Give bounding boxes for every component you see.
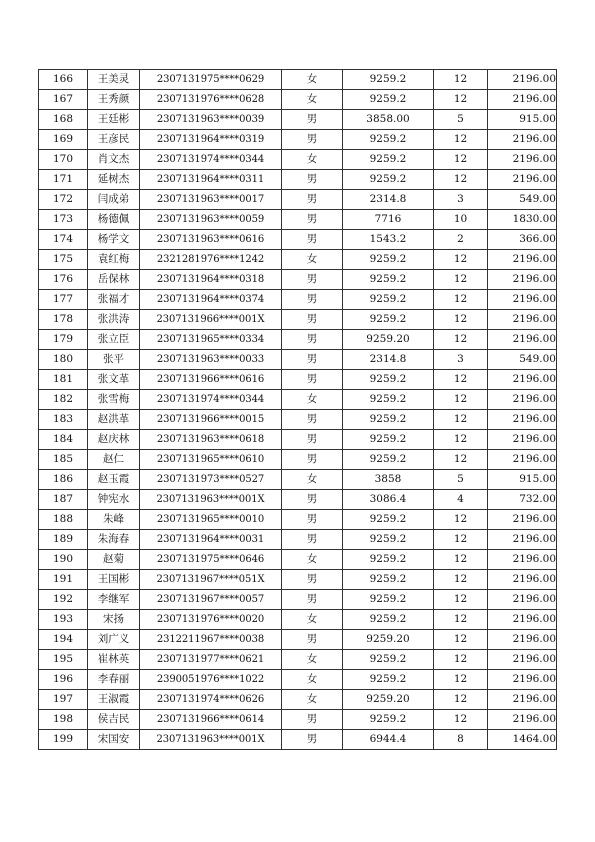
amount-cell: 2314.8 bbox=[343, 190, 434, 210]
amount-cell: 9259.2 bbox=[343, 590, 434, 610]
gender-cell: 男 bbox=[282, 590, 343, 610]
total-amount-cell: 2196.00 bbox=[488, 310, 557, 330]
row-number-cell: 172 bbox=[39, 190, 88, 210]
months-cell: 12 bbox=[434, 630, 488, 650]
row-number-cell: 166 bbox=[39, 70, 88, 90]
person-name-cell: 王淑霞 bbox=[88, 690, 140, 710]
id-number-cell: 2307131963****0017 bbox=[140, 190, 282, 210]
months-cell: 5 bbox=[434, 470, 488, 490]
gender-cell: 女 bbox=[282, 650, 343, 670]
person-name-cell: 王彦民 bbox=[88, 130, 140, 150]
id-number-cell: 2307131965****0010 bbox=[140, 510, 282, 530]
amount-cell: 9259.20 bbox=[343, 630, 434, 650]
id-number-cell: 2307131966****0015 bbox=[140, 410, 282, 430]
id-number-cell: 2307131974****0344 bbox=[140, 390, 282, 410]
amount-cell: 2314.8 bbox=[343, 350, 434, 370]
row-number-cell: 185 bbox=[39, 450, 88, 470]
row-number-cell: 167 bbox=[39, 90, 88, 110]
total-amount-cell: 2196.00 bbox=[488, 170, 557, 190]
id-number-cell: 2307131965****0610 bbox=[140, 450, 282, 470]
table-row bbox=[39, 110, 557, 130]
table-row bbox=[39, 510, 557, 530]
months-cell: 2 bbox=[434, 230, 488, 250]
person-name-cell: 张文革 bbox=[88, 370, 140, 390]
amount-cell: 9259.2 bbox=[343, 310, 434, 330]
id-number-cell: 2307131964****0318 bbox=[140, 270, 282, 290]
months-cell: 12 bbox=[434, 170, 488, 190]
table-row bbox=[39, 250, 557, 270]
person-name-cell: 王廷彬 bbox=[88, 110, 140, 130]
gender-cell: 女 bbox=[282, 90, 343, 110]
months-cell: 3 bbox=[434, 350, 488, 370]
amount-cell: 3858 bbox=[343, 470, 434, 490]
id-number-cell: 2307131973****0527 bbox=[140, 470, 282, 490]
total-amount-cell: 2196.00 bbox=[488, 130, 557, 150]
row-number-cell: 174 bbox=[39, 230, 88, 250]
gender-cell: 男 bbox=[282, 510, 343, 530]
amount-cell: 9259.2 bbox=[343, 450, 434, 470]
amount-cell: 9259.2 bbox=[343, 150, 434, 170]
table-row bbox=[39, 570, 557, 590]
person-name-cell: 刘广义 bbox=[88, 630, 140, 650]
amount-cell: 9259.2 bbox=[343, 710, 434, 730]
amount-cell: 9259.2 bbox=[343, 570, 434, 590]
months-cell: 12 bbox=[434, 610, 488, 630]
records-table bbox=[38, 69, 557, 750]
table-row bbox=[39, 550, 557, 570]
total-amount-cell: 2196.00 bbox=[488, 150, 557, 170]
person-name-cell: 赵玉霞 bbox=[88, 470, 140, 490]
person-name-cell: 李春丽 bbox=[88, 670, 140, 690]
row-number-cell: 177 bbox=[39, 290, 88, 310]
id-number-cell: 2307131963****0059 bbox=[140, 210, 282, 230]
person-name-cell: 王秀颜 bbox=[88, 90, 140, 110]
amount-cell: 9259.2 bbox=[343, 370, 434, 390]
person-name-cell: 崔林英 bbox=[88, 650, 140, 670]
id-number-cell: 2307131963****001X bbox=[140, 490, 282, 510]
amount-cell: 1543.2 bbox=[343, 230, 434, 250]
amount-cell: 7716 bbox=[343, 210, 434, 230]
amount-cell: 9259.2 bbox=[343, 430, 434, 450]
id-number-cell: 2307131964****0319 bbox=[140, 130, 282, 150]
total-amount-cell: 2196.00 bbox=[488, 610, 557, 630]
months-cell: 12 bbox=[434, 150, 488, 170]
table-row bbox=[39, 430, 557, 450]
months-cell: 12 bbox=[434, 90, 488, 110]
row-number-cell: 197 bbox=[39, 690, 88, 710]
total-amount-cell: 2196.00 bbox=[488, 390, 557, 410]
total-amount-cell: 915.00 bbox=[488, 470, 557, 490]
gender-cell: 男 bbox=[282, 410, 343, 430]
row-number-cell: 175 bbox=[39, 250, 88, 270]
id-number-cell: 2312211967****0038 bbox=[140, 630, 282, 650]
table-row bbox=[39, 290, 557, 310]
amount-cell: 9259.20 bbox=[343, 330, 434, 350]
total-amount-cell: 2196.00 bbox=[488, 70, 557, 90]
table-row bbox=[39, 730, 557, 750]
months-cell: 12 bbox=[434, 390, 488, 410]
row-number-cell: 195 bbox=[39, 650, 88, 670]
total-amount-cell: 1464.00 bbox=[488, 730, 557, 750]
gender-cell: 女 bbox=[282, 670, 343, 690]
months-cell: 12 bbox=[434, 330, 488, 350]
gender-cell: 女 bbox=[282, 690, 343, 710]
gender-cell: 男 bbox=[282, 430, 343, 450]
table-row bbox=[39, 70, 557, 90]
months-cell: 12 bbox=[434, 430, 488, 450]
row-number-cell: 187 bbox=[39, 490, 88, 510]
gender-cell: 男 bbox=[282, 530, 343, 550]
row-number-cell: 193 bbox=[39, 610, 88, 630]
table-row bbox=[39, 90, 557, 110]
id-number-cell: 2307131963****001X bbox=[140, 730, 282, 750]
row-number-cell: 186 bbox=[39, 470, 88, 490]
gender-cell: 男 bbox=[282, 270, 343, 290]
row-number-cell: 199 bbox=[39, 730, 88, 750]
months-cell: 8 bbox=[434, 730, 488, 750]
total-amount-cell: 2196.00 bbox=[488, 510, 557, 530]
total-amount-cell: 2196.00 bbox=[488, 630, 557, 650]
person-name-cell: 侯吉民 bbox=[88, 710, 140, 730]
table-row bbox=[39, 530, 557, 550]
gender-cell: 男 bbox=[282, 170, 343, 190]
months-cell: 10 bbox=[434, 210, 488, 230]
row-number-cell: 194 bbox=[39, 630, 88, 650]
gender-cell: 男 bbox=[282, 130, 343, 150]
months-cell: 4 bbox=[434, 490, 488, 510]
table-row bbox=[39, 710, 557, 730]
row-number-cell: 180 bbox=[39, 350, 88, 370]
amount-cell: 9259.2 bbox=[343, 650, 434, 670]
table-row bbox=[39, 310, 557, 330]
person-name-cell: 杨学文 bbox=[88, 230, 140, 250]
person-name-cell: 宋国安 bbox=[88, 730, 140, 750]
person-name-cell: 王美灵 bbox=[88, 70, 140, 90]
row-number-cell: 184 bbox=[39, 430, 88, 450]
id-number-cell: 2307131963****0039 bbox=[140, 110, 282, 130]
row-number-cell: 173 bbox=[39, 210, 88, 230]
months-cell: 12 bbox=[434, 270, 488, 290]
row-number-cell: 190 bbox=[39, 550, 88, 570]
total-amount-cell: 1830.00 bbox=[488, 210, 557, 230]
gender-cell: 男 bbox=[282, 630, 343, 650]
total-amount-cell: 2196.00 bbox=[488, 590, 557, 610]
gender-cell: 男 bbox=[282, 290, 343, 310]
person-name-cell: 朱峰 bbox=[88, 510, 140, 530]
person-name-cell: 延树杰 bbox=[88, 170, 140, 190]
person-name-cell: 李继军 bbox=[88, 590, 140, 610]
months-cell: 12 bbox=[434, 310, 488, 330]
months-cell: 12 bbox=[434, 590, 488, 610]
amount-cell: 6944.4 bbox=[343, 730, 434, 750]
table-row bbox=[39, 410, 557, 430]
person-name-cell: 袁红梅 bbox=[88, 250, 140, 270]
table-row bbox=[39, 130, 557, 150]
table-row bbox=[39, 590, 557, 610]
total-amount-cell: 2196.00 bbox=[488, 330, 557, 350]
amount-cell: 9259.2 bbox=[343, 270, 434, 290]
gender-cell: 男 bbox=[282, 330, 343, 350]
person-name-cell: 肖文杰 bbox=[88, 150, 140, 170]
row-number-cell: 171 bbox=[39, 170, 88, 190]
person-name-cell: 张洪涛 bbox=[88, 310, 140, 330]
amount-cell: 9259.2 bbox=[343, 130, 434, 150]
id-number-cell: 2307131975****0629 bbox=[140, 70, 282, 90]
id-number-cell: 2307131967****0057 bbox=[140, 590, 282, 610]
person-name-cell: 赵庆林 bbox=[88, 430, 140, 450]
table-row bbox=[39, 450, 557, 470]
table-row bbox=[39, 270, 557, 290]
amount-cell: 9259.2 bbox=[343, 390, 434, 410]
row-number-cell: 198 bbox=[39, 710, 88, 730]
total-amount-cell: 2196.00 bbox=[488, 690, 557, 710]
gender-cell: 男 bbox=[282, 570, 343, 590]
months-cell: 12 bbox=[434, 290, 488, 310]
months-cell: 3 bbox=[434, 190, 488, 210]
total-amount-cell: 2196.00 bbox=[488, 530, 557, 550]
amount-cell: 9259.2 bbox=[343, 250, 434, 270]
total-amount-cell: 2196.00 bbox=[488, 710, 557, 730]
id-number-cell: 2307131966****0614 bbox=[140, 710, 282, 730]
row-number-cell: 189 bbox=[39, 530, 88, 550]
table-row bbox=[39, 390, 557, 410]
table-row bbox=[39, 190, 557, 210]
row-number-cell: 181 bbox=[39, 370, 88, 390]
table-row bbox=[39, 470, 557, 490]
total-amount-cell: 549.00 bbox=[488, 350, 557, 370]
id-number-cell: 2307131964****0374 bbox=[140, 290, 282, 310]
person-name-cell: 张福才 bbox=[88, 290, 140, 310]
person-name-cell: 赵洪革 bbox=[88, 410, 140, 430]
row-number-cell: 196 bbox=[39, 670, 88, 690]
amount-cell: 9259.2 bbox=[343, 170, 434, 190]
total-amount-cell: 2196.00 bbox=[488, 430, 557, 450]
id-number-cell: 2307131977****0621 bbox=[140, 650, 282, 670]
months-cell: 12 bbox=[434, 550, 488, 570]
gender-cell: 女 bbox=[282, 550, 343, 570]
gender-cell: 男 bbox=[282, 710, 343, 730]
person-name-cell: 朱海春 bbox=[88, 530, 140, 550]
months-cell: 12 bbox=[434, 510, 488, 530]
row-number-cell: 178 bbox=[39, 310, 88, 330]
table-row bbox=[39, 230, 557, 250]
gender-cell: 男 bbox=[282, 190, 343, 210]
row-number-cell: 192 bbox=[39, 590, 88, 610]
table-row bbox=[39, 670, 557, 690]
person-name-cell: 钟宪水 bbox=[88, 490, 140, 510]
table-body bbox=[39, 70, 557, 750]
months-cell: 12 bbox=[434, 690, 488, 710]
table-row bbox=[39, 170, 557, 190]
id-number-cell: 2307131963****0033 bbox=[140, 350, 282, 370]
amount-cell: 9259.2 bbox=[343, 530, 434, 550]
total-amount-cell: 2196.00 bbox=[488, 290, 557, 310]
id-number-cell: 2307131965****0334 bbox=[140, 330, 282, 350]
gender-cell: 女 bbox=[282, 610, 343, 630]
gender-cell: 男 bbox=[282, 370, 343, 390]
gender-cell: 男 bbox=[282, 230, 343, 250]
row-number-cell: 170 bbox=[39, 150, 88, 170]
months-cell: 12 bbox=[434, 130, 488, 150]
total-amount-cell: 2196.00 bbox=[488, 90, 557, 110]
amount-cell: 3086.4 bbox=[343, 490, 434, 510]
gender-cell: 女 bbox=[282, 70, 343, 90]
person-name-cell: 杨德佩 bbox=[88, 210, 140, 230]
person-name-cell: 赵菊 bbox=[88, 550, 140, 570]
months-cell: 12 bbox=[434, 450, 488, 470]
amount-cell: 9259.2 bbox=[343, 550, 434, 570]
id-number-cell: 2307131976****0628 bbox=[140, 90, 282, 110]
row-number-cell: 176 bbox=[39, 270, 88, 290]
table-row bbox=[39, 350, 557, 370]
id-number-cell: 2390051976****1022 bbox=[140, 670, 282, 690]
total-amount-cell: 366.00 bbox=[488, 230, 557, 250]
amount-cell: 9259.2 bbox=[343, 70, 434, 90]
person-name-cell: 赵仁 bbox=[88, 450, 140, 470]
months-cell: 12 bbox=[434, 570, 488, 590]
table-row bbox=[39, 370, 557, 390]
gender-cell: 男 bbox=[282, 310, 343, 330]
amount-cell: 9259.2 bbox=[343, 670, 434, 690]
total-amount-cell: 549.00 bbox=[488, 190, 557, 210]
total-amount-cell: 2196.00 bbox=[488, 370, 557, 390]
total-amount-cell: 2196.00 bbox=[488, 270, 557, 290]
row-number-cell: 182 bbox=[39, 390, 88, 410]
total-amount-cell: 2196.00 bbox=[488, 450, 557, 470]
total-amount-cell: 915.00 bbox=[488, 110, 557, 130]
gender-cell: 男 bbox=[282, 450, 343, 470]
row-number-cell: 191 bbox=[39, 570, 88, 590]
id-number-cell: 2307131964****0311 bbox=[140, 170, 282, 190]
table-row bbox=[39, 150, 557, 170]
months-cell: 12 bbox=[434, 70, 488, 90]
id-number-cell: 2307131963****0618 bbox=[140, 430, 282, 450]
total-amount-cell: 2196.00 bbox=[488, 570, 557, 590]
table-row bbox=[39, 610, 557, 630]
person-name-cell: 闫成弟 bbox=[88, 190, 140, 210]
table-row bbox=[39, 630, 557, 650]
person-name-cell: 张立臣 bbox=[88, 330, 140, 350]
person-name-cell: 宋扬 bbox=[88, 610, 140, 630]
amount-cell: 9259.2 bbox=[343, 610, 434, 630]
amount-cell: 9259.2 bbox=[343, 90, 434, 110]
table-row bbox=[39, 650, 557, 670]
months-cell: 12 bbox=[434, 530, 488, 550]
table-row bbox=[39, 330, 557, 350]
id-number-cell: 2307131963****0616 bbox=[140, 230, 282, 250]
id-number-cell: 2307131966****001X bbox=[140, 310, 282, 330]
id-number-cell: 2307131976****0020 bbox=[140, 610, 282, 630]
gender-cell: 男 bbox=[282, 350, 343, 370]
amount-cell: 9259.20 bbox=[343, 690, 434, 710]
table-row bbox=[39, 690, 557, 710]
id-number-cell: 2307131975****0646 bbox=[140, 550, 282, 570]
gender-cell: 男 bbox=[282, 110, 343, 130]
amount-cell: 9259.2 bbox=[343, 510, 434, 530]
id-number-cell: 2307131967****051X bbox=[140, 570, 282, 590]
months-cell: 12 bbox=[434, 710, 488, 730]
months-cell: 12 bbox=[434, 370, 488, 390]
table-row bbox=[39, 490, 557, 510]
months-cell: 12 bbox=[434, 250, 488, 270]
months-cell: 12 bbox=[434, 410, 488, 430]
amount-cell: 9259.2 bbox=[343, 410, 434, 430]
gender-cell: 女 bbox=[282, 250, 343, 270]
id-number-cell: 2321281976****1242 bbox=[140, 250, 282, 270]
months-cell: 12 bbox=[434, 650, 488, 670]
total-amount-cell: 2196.00 bbox=[488, 670, 557, 690]
row-number-cell: 188 bbox=[39, 510, 88, 530]
gender-cell: 女 bbox=[282, 470, 343, 490]
person-name-cell: 王国彬 bbox=[88, 570, 140, 590]
total-amount-cell: 732.00 bbox=[488, 490, 557, 510]
gender-cell: 男 bbox=[282, 730, 343, 750]
id-number-cell: 2307131966****0616 bbox=[140, 370, 282, 390]
person-name-cell: 张平 bbox=[88, 350, 140, 370]
gender-cell: 男 bbox=[282, 490, 343, 510]
months-cell: 5 bbox=[434, 110, 488, 130]
row-number-cell: 168 bbox=[39, 110, 88, 130]
table-row bbox=[39, 210, 557, 230]
gender-cell: 女 bbox=[282, 150, 343, 170]
total-amount-cell: 2196.00 bbox=[488, 550, 557, 570]
id-number-cell: 2307131974****0626 bbox=[140, 690, 282, 710]
row-number-cell: 183 bbox=[39, 410, 88, 430]
gender-cell: 男 bbox=[282, 210, 343, 230]
row-number-cell: 169 bbox=[39, 130, 88, 150]
months-cell: 12 bbox=[434, 670, 488, 690]
total-amount-cell: 2196.00 bbox=[488, 410, 557, 430]
amount-cell: 3858.00 bbox=[343, 110, 434, 130]
amount-cell: 9259.2 bbox=[343, 290, 434, 310]
id-number-cell: 2307131964****0031 bbox=[140, 530, 282, 550]
id-number-cell: 2307131974****0344 bbox=[140, 150, 282, 170]
gender-cell: 女 bbox=[282, 390, 343, 410]
row-number-cell: 179 bbox=[39, 330, 88, 350]
person-name-cell: 张雪梅 bbox=[88, 390, 140, 410]
person-name-cell: 岳保林 bbox=[88, 270, 140, 290]
total-amount-cell: 2196.00 bbox=[488, 250, 557, 270]
total-amount-cell: 2196.00 bbox=[488, 650, 557, 670]
